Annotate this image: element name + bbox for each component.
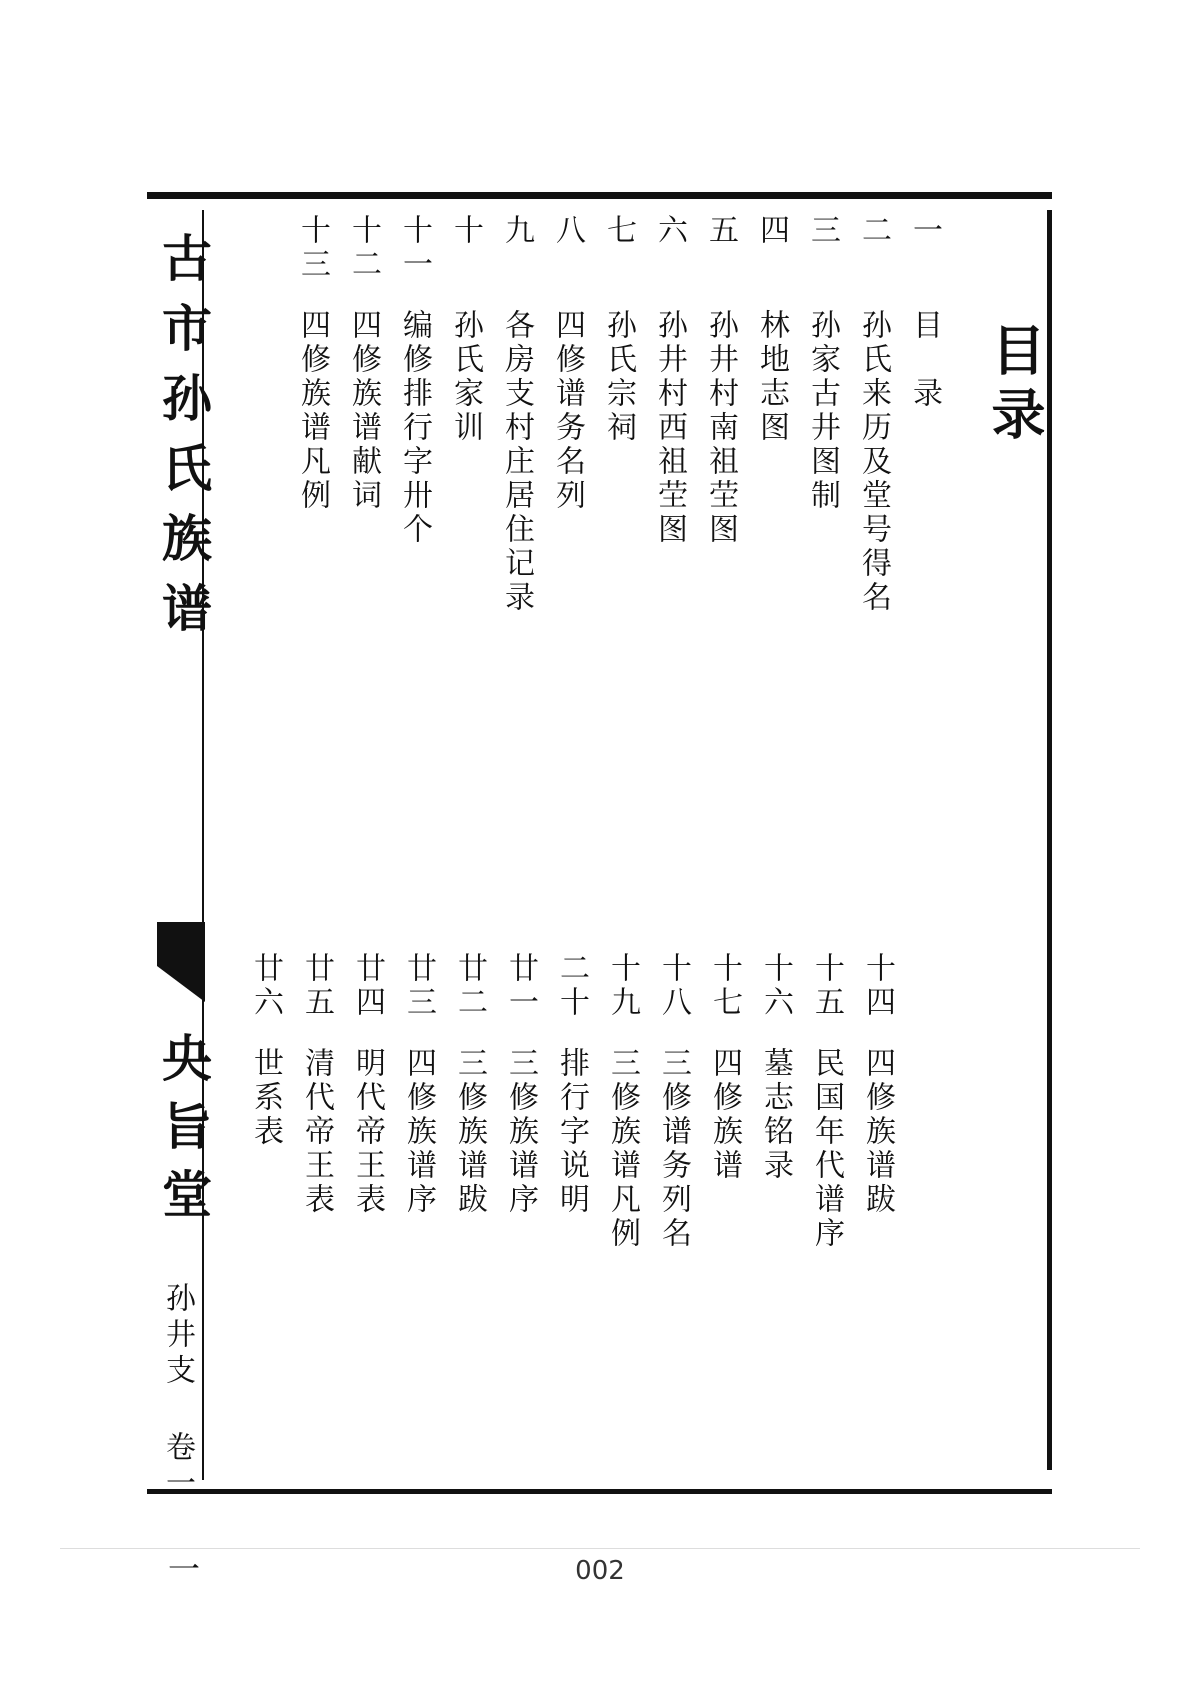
toc-entry-label: 三修族谱序 [503,1047,538,1217]
toc-entry-number: 廿四 [350,952,385,1020]
toc-entry-label: 民国年代谱序 [809,1047,844,1251]
top-border-rule [147,192,1052,199]
toc-entry-number: 七 [601,214,636,248]
toc-entry-label: 四修谱务名列 [550,309,585,513]
toc-entry-number: 十 [448,214,483,248]
toc-entry-number: 廿二 [452,952,487,1020]
toc-entry-number: 十九 [605,952,640,1020]
toc-entry-number: 廿三 [401,952,436,1020]
spine-volume: 孙井支 卷一 [160,1282,195,1503]
toc-entry-number: 八 [550,214,585,248]
toc-entry-label: 孙氏来历及堂号得名 [856,309,891,615]
toc-title: 目录 [983,322,1047,450]
toc-entry-label: 四修族谱献词 [346,309,381,513]
toc-entry-number: 九 [499,214,534,248]
toc-entry-number: 五 [703,214,738,248]
toc-entry-number: 十五 [809,952,844,1020]
toc-entry-label: 编修排行字卅个 [397,309,432,547]
toc-entry-label: 各房支村庄居住记录 [499,309,534,615]
toc-entry-label: 清代帝王表 [299,1047,334,1217]
toc-entry-label: 墓志铭录 [758,1047,793,1183]
footer-rule [60,1548,1140,1549]
toc-entry-number: 十八 [656,952,691,1020]
toc-entry-number: 四 [754,214,789,248]
toc-entry-number: 三 [805,214,840,248]
toc-entry-number: 十六 [758,952,793,1020]
toc-entry-label: 孙家古井图制 [805,309,840,513]
toc-entry-label: 四修族谱 [707,1047,742,1183]
toc-entry-number: 六 [652,214,687,248]
toc-entry-number: 一 [907,214,942,248]
spine-title: 古市孙氏族谱 [154,232,213,652]
toc-entry-number: 二十 [554,952,589,1020]
toc-entry-label: 三修谱务列名 [656,1047,691,1251]
toc-entry-label: 排行字说明 [554,1047,589,1217]
toc-entry-label: 四修族谱跋 [860,1047,895,1217]
toc-entry-label: 三修族谱跋 [452,1047,487,1217]
spine-hall-name: 央旨堂 [154,1032,213,1236]
toc-entry-number: 廿五 [299,952,334,1020]
toc-entry-label: 四修族谱序 [401,1047,436,1217]
toc-entry-number: 十一 [397,214,432,282]
toc-entry-number: 廿一 [503,952,538,1020]
spine-fishtail-mark [157,922,205,1002]
toc-entry-number: 十四 [860,952,895,1020]
toc-entry-number: 廿六 [248,952,283,1020]
toc-entry-label: 孙氏家训 [448,309,483,445]
toc-entry-label: 明代帝王表 [350,1047,385,1217]
toc-entry-number: 十二 [346,214,381,282]
toc-entry-label: 孙井村南祖茔图 [703,309,738,547]
footer-page-number: 002 [575,1556,625,1586]
toc-entry-number: 二 [856,214,891,248]
toc-entry-label: 四修族谱凡例 [295,309,330,513]
toc-entry-label: 世系表 [248,1047,283,1149]
toc-entry-number: 十三 [295,214,330,282]
toc-entry-label: 孙井村西祖茔图 [652,309,687,547]
toc-entry-label: 三修族谱凡例 [605,1047,640,1251]
toc-entry-label: 目 录 [907,309,942,411]
toc-entry-label: 孙氏宗祠 [601,309,636,445]
bottom-border-rule [147,1489,1052,1494]
toc-entry-number: 十七 [707,952,742,1020]
spine-page-number: 一 [163,1552,201,1584]
toc-entry-label: 林地志图 [754,309,789,445]
